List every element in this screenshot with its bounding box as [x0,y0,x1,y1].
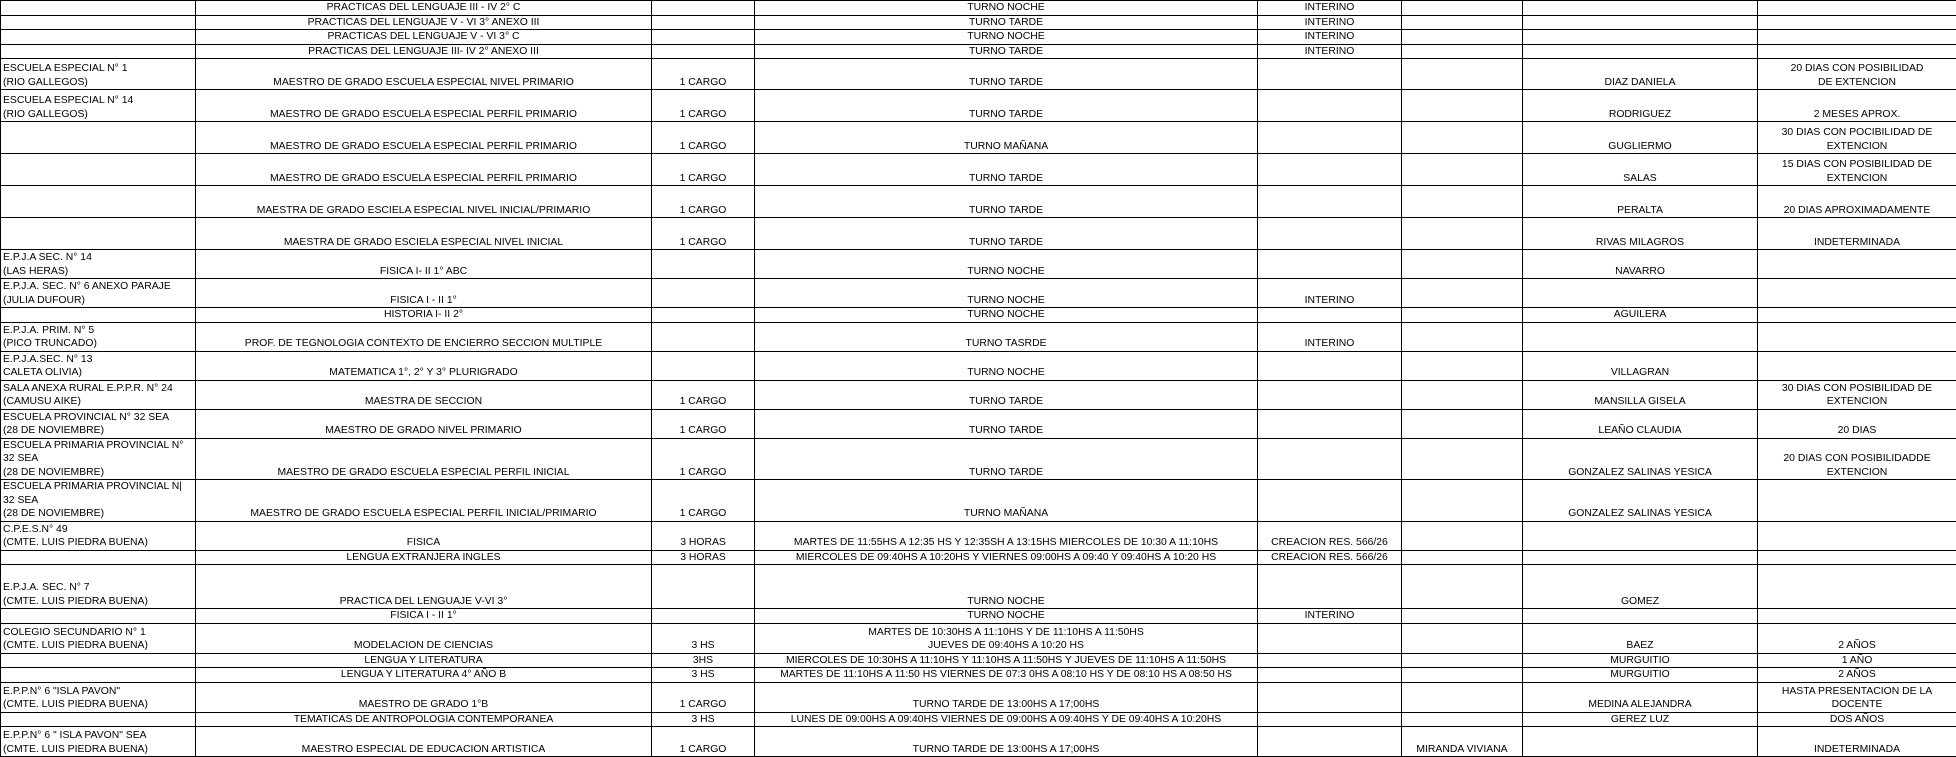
subject-cell: MODELACION DE CIENCIAS [196,623,652,653]
school-cell: E.P.P.N° 6 " ISLA PAVON" SEA (CMTE. LUIS PIEDRA BUENA) [1,727,196,757]
table-row [1,623,1956,653]
schedule-cell: TURNO NOCHE [755,250,1258,279]
situation-cell: INTERINO [1258,609,1402,624]
school-cell [1,1,196,16]
school-cell [1,218,196,250]
school-cell: ESCUELA PROVINCIAL N° 32 SEA (28 DE NOVIEMBRE) [1,409,196,438]
load-cell: 3 HORAS [652,521,755,550]
schedule-cell: TURNO NOCHE [755,1,1258,16]
duration-cell [1758,480,1956,522]
table-row [1,727,1956,757]
load-cell [652,308,755,323]
holder-cell: VILLAGRAN [1523,351,1758,380]
load-cell [652,322,755,351]
situation-cell [1258,668,1402,683]
holder-cell: GONZALEZ SALINAS YESICA [1523,438,1758,480]
subject-cell: HISTORIA I- II 2° [196,308,652,323]
holder-cell [1523,1,1758,16]
substitute-cell [1402,218,1523,250]
situation-cell [1258,250,1402,279]
situation-cell [1258,308,1402,323]
holder-cell: GONZALEZ SALINAS YESICA [1523,480,1758,522]
school-cell: E.P.P.N° 6 "ISLA PAVON" (CMTE. LUIS PIEDRA BUENA) [1,682,196,712]
substitute-cell: MIRANDA VIVIANA [1402,727,1523,757]
load-cell: 3 HORAS [652,550,755,565]
substitute-cell [1402,668,1523,683]
school-cell: ESCUELA ESPECIAL N° 14 (RIO GALLEGOS) [1,90,196,122]
load-cell [652,30,755,45]
table-row [1,351,1956,380]
substitute-cell [1402,653,1523,668]
situation-cell [1258,218,1402,250]
schedule-cell: TURNO TARDE [755,409,1258,438]
load-cell: 1 CARGO [652,218,755,250]
school-cell [1,44,196,59]
substitute-cell [1402,623,1523,653]
duration-cell [1758,30,1956,45]
load-cell: 1 CARGO [652,380,755,409]
duration-cell [1758,44,1956,59]
schedule-cell: TURNO TARDE [755,218,1258,250]
school-cell [1,122,196,154]
situation-cell: INTERINO [1258,279,1402,308]
school-cell [1,154,196,186]
holder-cell: PERALTA [1523,186,1758,218]
schedule-cell: TURNO TARDE DE 13:00HS A 17;00HS [755,727,1258,757]
holder-cell [1523,550,1758,565]
duration-cell: DOS AÑOS [1758,712,1956,727]
load-cell [652,250,755,279]
holder-cell [1523,727,1758,757]
load-cell: 3 HS [652,623,755,653]
substitute-cell [1402,550,1523,565]
situation-cell [1258,380,1402,409]
schedule-cell: TURNO NOCHE [755,565,1258,609]
holder-cell [1523,279,1758,308]
subject-cell: PRACTICAS DEL LENGUAJE V - VI 3° ANEXO III [196,15,652,30]
substitute-cell [1402,409,1523,438]
situation-cell: INTERINO [1258,30,1402,45]
subject-cell: PRACTICAS DEL LENGUAJE V - VI 3° C [196,30,652,45]
situation-cell [1258,565,1402,609]
substitute-cell [1402,186,1523,218]
subject-cell: MAESTRO DE GRADO ESCUELA ESPECIAL PERFIL INICIAL/PRIMARIO [196,480,652,522]
subject-cell: LENGUA Y LITERATURA 4° AÑO B [196,668,652,683]
substitute-cell [1402,438,1523,480]
school-cell: COLEGIO SECUNDARIO N° 1 (CMTE. LUIS PIEDRA BUENA) [1,623,196,653]
duration-cell [1758,521,1956,550]
duration-cell [1758,565,1956,609]
school-cell: C.P.E.S.N° 49 (CMTE. LUIS PIEDRA BUENA) [1,521,196,550]
duration-cell: INDETERMINADA [1758,218,1956,250]
subject-cell: MAESTRO DE GRADO NIVEL PRIMARIO [196,409,652,438]
duration-cell: HASTA PRESENTACION DE LA DOCENTE [1758,682,1956,712]
school-cell [1,653,196,668]
substitute-cell [1402,351,1523,380]
schedule-cell: TURNO MAÑANA [755,480,1258,522]
load-cell [652,565,755,609]
table-row [1,218,1956,250]
holder-cell: MANSILLA GISELA [1523,380,1758,409]
situation-cell [1258,409,1402,438]
situation-cell [1258,682,1402,712]
situation-cell [1258,90,1402,122]
schedule-cell: TURNO TARDE [755,154,1258,186]
duration-cell [1758,279,1956,308]
substitute-cell [1402,250,1523,279]
situation-cell: CREACION RES. 566/26 [1258,521,1402,550]
table-row [1,682,1956,712]
duration-cell [1758,308,1956,323]
subject-cell: TEMATICAS DE ANTROPOLOGIA CONTEMPORANEA [196,712,652,727]
subject-cell: MAESTRO ESPECIAL DE EDUCACION ARTISTICA [196,727,652,757]
duration-cell: INDETERMINADA [1758,727,1956,757]
substitute-cell [1402,380,1523,409]
substitute-cell [1402,154,1523,186]
table-row [1,279,1956,308]
schedule-cell: TURNO MAÑANA [755,122,1258,154]
holder-cell [1523,521,1758,550]
situation-cell: CREACION RES. 566/26 [1258,550,1402,565]
holder-cell: MURGUITIO [1523,653,1758,668]
load-cell [652,279,755,308]
holder-cell: GEREZ LUZ [1523,712,1758,727]
duration-cell [1758,351,1956,380]
table-row [1,565,1956,609]
load-cell [652,15,755,30]
schedule-cell: MIERCOLES DE 10:30HS A 11:10HS Y 11:10HS A 11:50HS Y JUEVES DE 11:10HS A 11:50HS [755,653,1258,668]
load-cell: 1 CARGO [652,59,755,90]
situation-cell: INTERINO [1258,1,1402,16]
load-cell: 1 CARGO [652,682,755,712]
table-row [1,322,1956,351]
schedule-cell: TURNO TARDE [755,186,1258,218]
table-row [1,480,1956,522]
substitute-cell [1402,480,1523,522]
situation-cell [1258,653,1402,668]
load-cell: 1 CARGO [652,438,755,480]
load-cell: 1 CARGO [652,122,755,154]
school-cell: E.P.J.A SEC. N° 14 (LAS HERAS) [1,250,196,279]
holder-cell: GUGLIERMO [1523,122,1758,154]
schedule-cell: TURNO NOCHE [755,279,1258,308]
subject-cell: MATEMATICA 1°, 2° Y 3° PLURIGRADO [196,351,652,380]
subject-cell: MAESTRA DE GRADO ESCIELA ESPECIAL NIVEL INICIAL/PRIMARIO [196,186,652,218]
holder-cell: BAEZ [1523,623,1758,653]
subject-cell: MAESTRA DE SECCION [196,380,652,409]
school-cell [1,550,196,565]
situation-cell [1258,154,1402,186]
duration-cell: 30 DIAS CON POSIBILIDAD DE EXTENCION [1758,380,1956,409]
subject-cell: PRACTICA DEL LENGUAJE V-VI 3° [196,565,652,609]
subject-cell: FISICA I - II 1° [196,609,652,624]
schedule-cell: TURNO TARDE [755,438,1258,480]
load-cell: 1 CARGO [652,90,755,122]
load-cell: 1 CARGO [652,409,755,438]
holder-cell: MURGUITIO [1523,668,1758,683]
holder-cell: RODRIGUEZ [1523,90,1758,122]
duration-cell [1758,322,1956,351]
table-row [1,609,1956,624]
substitute-cell [1402,15,1523,30]
substitute-cell [1402,279,1523,308]
table-row [1,250,1956,279]
school-cell [1,609,196,624]
holder-cell [1523,609,1758,624]
school-cell: ESCUELA PRIMARIA PROVINCIAL N° 32 SEA (28 DE NOVIEMBRE) [1,438,196,480]
schedule-cell: TURNO TARDE [755,380,1258,409]
table-row [1,90,1956,122]
holder-cell: LEAÑO CLAUDIA [1523,409,1758,438]
holder-cell: GOMEZ [1523,565,1758,609]
school-cell [1,712,196,727]
substitute-cell [1402,609,1523,624]
situation-cell [1258,186,1402,218]
schedule-cell: TURNO TARDE DE 13:00HS A 17;00HS [755,682,1258,712]
subject-cell: MAESTRA DE GRADO ESCIELA ESPECIAL NIVEL INICIAL [196,218,652,250]
holder-cell [1523,15,1758,30]
school-cell: ESCUELA ESPECIAL N° 1 (RIO GALLEGOS) [1,59,196,90]
table-row [1,409,1956,438]
substitute-cell [1402,1,1523,16]
schedule-cell: TURNO TARDE [755,59,1258,90]
situation-cell: INTERINO [1258,322,1402,351]
table-row [1,668,1956,683]
table-row [1,308,1956,323]
table-row [1,653,1956,668]
schedule-cell: LUNES DE 09:00HS A 09:40HS VIERNES DE 09:00HS A 09:40HS Y DE 09:40HS A 10:20HS [755,712,1258,727]
duration-cell [1758,15,1956,30]
subject-cell: LENGUA Y LITERATURA [196,653,652,668]
substitute-cell [1402,122,1523,154]
duration-cell [1758,609,1956,624]
substitute-cell [1402,59,1523,90]
holder-cell [1523,30,1758,45]
table-row [1,380,1956,409]
substitute-cell [1402,90,1523,122]
holder-cell: SALAS [1523,154,1758,186]
school-cell: E.P.J.A. PRIM. N° 5 (PICO TRUNCADO) [1,322,196,351]
subject-cell: MAESTRO DE GRADO ESCUELA ESPECIAL PERFIL PRIMARIO [196,122,652,154]
table-row [1,15,1956,30]
substitute-cell [1402,308,1523,323]
holder-cell [1523,322,1758,351]
substitute-cell [1402,712,1523,727]
schedule-cell: TURNO NOCHE [755,351,1258,380]
table-row [1,59,1956,90]
schedule-cell: MARTES DE 11:10HS A 11:50 HS VIERNES DE 07:3 0HS A 08:10 HS Y DE 08:10 HS A 08:50 HS [755,668,1258,683]
table-row [1,44,1956,59]
duration-cell [1758,1,1956,16]
school-cell: E.P.J.A. SEC. N° 6 ANEXO PARAJE (JULIA DUFOUR) [1,279,196,308]
school-cell: E.P.J.A. SEC. N° 7 (CMTE. LUIS PIEDRA BUENA) [1,565,196,609]
table-row [1,712,1956,727]
load-cell: 3 HS [652,712,755,727]
schedule-cell: TURNO TARDE [755,44,1258,59]
load-cell [652,44,755,59]
situation-cell [1258,712,1402,727]
load-cell: 3 HS [652,668,755,683]
school-cell [1,30,196,45]
substitute-cell [1402,44,1523,59]
load-cell [652,609,755,624]
substitute-cell [1402,30,1523,45]
subject-cell: MAESTRO DE GRADO ESCUELA ESPECIAL PERFIL INICIAL [196,438,652,480]
table-row [1,186,1956,218]
subject-cell: FISICA I - II 1° [196,279,652,308]
holder-cell: RIVAS MILAGROS [1523,218,1758,250]
schedule-cell: TURNO NOCHE [755,609,1258,624]
duration-cell: 1 AÑO [1758,653,1956,668]
duration-cell: 20 DIAS APROXIMADAMENTE [1758,186,1956,218]
load-cell: 1 CARGO [652,186,755,218]
situation-cell [1258,480,1402,522]
subject-cell: PROF. DE TEGNOLOGIA CONTEXTO DE ENCIERRO SECCION MULTIPLE [196,322,652,351]
situation-cell: INTERINO [1258,15,1402,30]
duration-cell [1758,250,1956,279]
subject-cell: FISICA I- II 1° ABC [196,250,652,279]
holder-cell: NAVARRO [1523,250,1758,279]
situation-cell [1258,122,1402,154]
table-row [1,154,1956,186]
holder-cell: MEDINA ALEJANDRA [1523,682,1758,712]
situation-cell [1258,438,1402,480]
situation-cell [1258,727,1402,757]
substitute-cell [1402,322,1523,351]
duration-cell: 20 DIAS CON POSIBILIDADDE EXTENCION [1758,438,1956,480]
duration-cell: 2 AÑOS [1758,668,1956,683]
load-cell: 1 CARGO [652,154,755,186]
load-cell: 3HS [652,653,755,668]
substitute-cell [1402,521,1523,550]
holder-cell [1523,44,1758,59]
load-cell [652,351,755,380]
subject-cell: FISICA [196,521,652,550]
duration-cell [1758,550,1956,565]
duration-cell: 15 DIAS CON POSIBILIDAD DE EXTENCION [1758,154,1956,186]
schedule-cell: TURNO NOCHE [755,308,1258,323]
situation-cell [1258,623,1402,653]
table-row [1,438,1956,480]
schedule-cell: TURNO NOCHE [755,30,1258,45]
schedule-cell: MIERCOLES DE 09:40HS A 10:20HS Y VIERNES 09:00HS A 09:40 Y 09:40HS A 10:20 HS [755,550,1258,565]
subject-cell: PRACTICAS DEL LENGUAJE III- IV 2° ANEXO III [196,44,652,59]
situation-cell [1258,59,1402,90]
duration-cell: 2 MESES APROX. [1758,90,1956,122]
duration-cell: 2 AÑOS [1758,623,1956,653]
holder-cell: AGUILERA [1523,308,1758,323]
subject-cell: MAESTRO DE GRADO ESCUELA ESPECIAL PERFIL PRIMARIO [196,154,652,186]
subject-cell: LENGUA EXTRANJERA INGLES [196,550,652,565]
schedule-cell: TURNO TARDE [755,15,1258,30]
holder-cell: DIAZ DANIELA [1523,59,1758,90]
situation-cell: INTERINO [1258,44,1402,59]
subject-cell: PRACTICAS DEL LENGUAJE III - IV 2° C [196,1,652,16]
table-row [1,30,1956,45]
school-cell [1,15,196,30]
subject-cell: MAESTRO DE GRADO 1°B [196,682,652,712]
school-cell: E.P.J.A.SEC. N° 13 CALETA OLIVIA) [1,351,196,380]
schedule-cell: TURNO TASRDE [755,322,1258,351]
schedule-cell: MARTES DE 10:30HS A 11:10HS Y DE 11:10HS A 11:50HS JUEVES DE 09:40HS A 10:20 HS [755,623,1258,653]
table-row [1,1,1956,16]
load-cell: 1 CARGO [652,480,755,522]
load-cell [652,1,755,16]
table-row [1,550,1956,565]
table-row [1,521,1956,550]
subject-cell: MAESTRO DE GRADO ESCUELA ESPECIAL PERFIL PRIMARIO [196,90,652,122]
situation-cell [1258,351,1402,380]
schedule-cell: MARTES DE 11:55HS A 12:35 HS Y 12:35SH A 13:15HS MIERCOLES DE 10:30 A 11:10HS [755,521,1258,550]
duration-cell: 20 DIAS [1758,409,1956,438]
school-cell [1,308,196,323]
school-cell: ESCUELA PRIMARIA PROVINCIAL N| 32 SEA (28 DE NOVIEMBRE) [1,480,196,522]
school-cell [1,186,196,218]
subject-cell: MAESTRO DE GRADO ESCUELA ESPECIAL NIVEL PRIMARIO [196,59,652,90]
duration-cell: 30 DIAS CON POCIBILIDAD DE EXTENCION [1758,122,1956,154]
substitute-cell [1402,682,1523,712]
table-body [1,1,1956,757]
load-cell: 1 CARGO [652,727,755,757]
table-row [1,122,1956,154]
substitute-cell [1402,565,1523,609]
schedule-cell: TURNO TARDE [755,90,1258,122]
school-cell: SALA ANEXA RURAL E.P.P.R. N° 24 (CAMUSU AIKE) [1,380,196,409]
school-cell [1,668,196,683]
duration-cell: 20 DIAS CON POSIBILIDAD DE EXTENCION [1758,59,1956,90]
